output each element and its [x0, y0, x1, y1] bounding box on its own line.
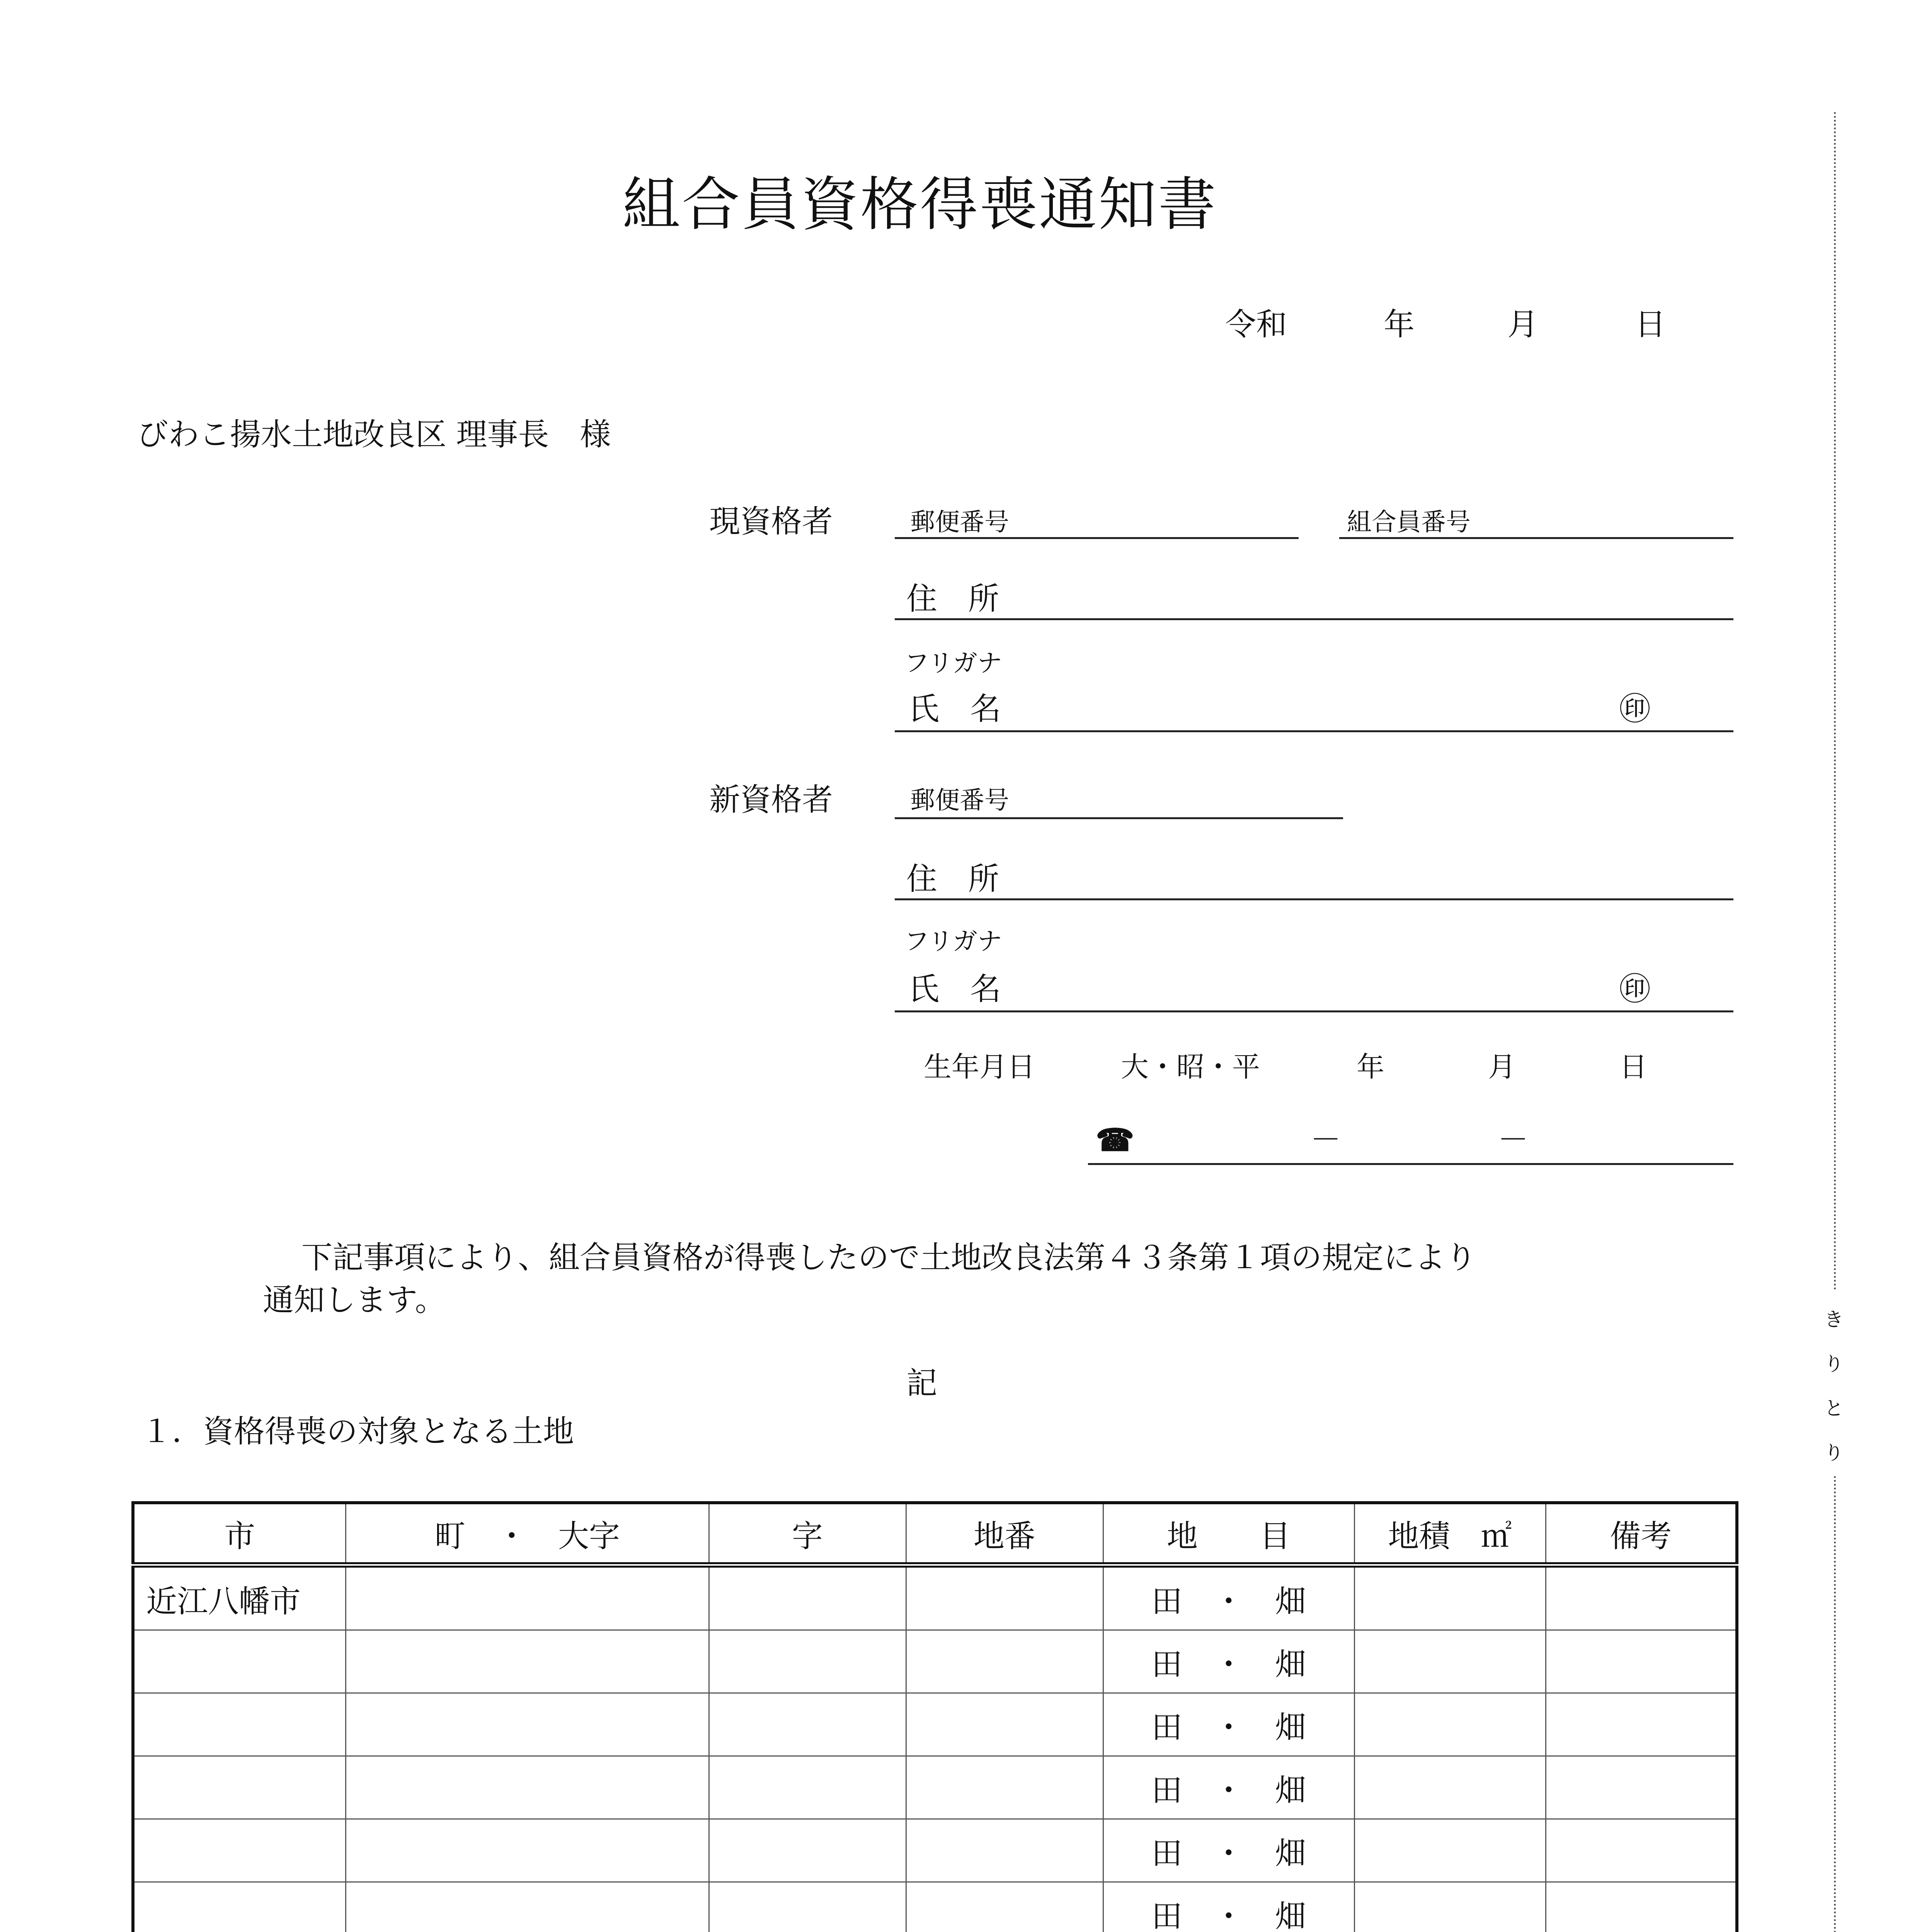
- new-seal-mark: ㊞: [1619, 971, 1650, 1007]
- cell-town[interactable]: [346, 1756, 709, 1819]
- cell-city[interactable]: [133, 1630, 346, 1693]
- cell-land-category[interactable]: 田 ・ 畑: [1103, 1756, 1354, 1819]
- date-day: 日: [1635, 306, 1666, 342]
- cell-city[interactable]: [133, 1693, 346, 1756]
- cell-lot-number[interactable]: [906, 1882, 1103, 1932]
- addressee: びわこ揚水土地改良区 理事長 様: [137, 417, 611, 452]
- cell-aza[interactable]: [709, 1882, 906, 1932]
- new-name-label: 氏 名: [908, 971, 1001, 1007]
- current-postal-field[interactable]: [895, 537, 1299, 539]
- table-row: [133, 1819, 1737, 1882]
- current-member-no-field[interactable]: [1339, 537, 1733, 539]
- cell-town[interactable]: [346, 1819, 709, 1882]
- table-row: [133, 1565, 1737, 1630]
- cell-lot-number[interactable]: [906, 1630, 1103, 1693]
- new-address-field[interactable]: [895, 898, 1733, 900]
- birth-day-label: 日: [1619, 1051, 1648, 1083]
- cell-aza[interactable]: [709, 1819, 906, 1882]
- cell-remarks[interactable]: [1546, 1819, 1737, 1882]
- telephone-icon: ☎: [1096, 1122, 1134, 1158]
- cell-area[interactable]: [1354, 1882, 1546, 1932]
- current-name-label: 氏 名: [908, 691, 1001, 727]
- header-aza: 字: [709, 1503, 906, 1565]
- header-area: 地積 ㎡: [1354, 1503, 1546, 1565]
- cell-city[interactable]: 近江八幡市: [133, 1565, 346, 1630]
- birth-month-label: 月: [1488, 1051, 1516, 1083]
- section-1-heading: １．資格得喪の対象となる土地: [141, 1413, 574, 1449]
- table-row: [133, 1756, 1737, 1819]
- cell-town[interactable]: [346, 1882, 709, 1932]
- new-holder-label: 新資格者: [709, 782, 833, 818]
- cell-town[interactable]: [346, 1565, 709, 1630]
- cell-area[interactable]: [1354, 1693, 1546, 1756]
- birthdate-label: 生年月日: [924, 1051, 1035, 1083]
- new-furigana-label: フリガナ: [904, 927, 1002, 956]
- land-table: [131, 1501, 1738, 1932]
- cell-remarks[interactable]: [1546, 1693, 1737, 1756]
- cut-text-char: り: [1824, 1353, 1844, 1375]
- header-remarks: 備考: [1546, 1503, 1737, 1565]
- cell-lot-number[interactable]: [906, 1693, 1103, 1756]
- cell-area[interactable]: [1354, 1630, 1546, 1693]
- cell-land-category[interactable]: 田 ・ 畑: [1103, 1630, 1354, 1693]
- cell-area[interactable]: [1354, 1565, 1546, 1630]
- header-town: 町 ・ 大字: [346, 1503, 709, 1565]
- cut-text-char: と: [1824, 1397, 1844, 1420]
- current-name-field[interactable]: [895, 730, 1733, 732]
- document-title: 組合員資格得喪通知書: [622, 171, 1218, 238]
- current-address-label: 住 所: [906, 581, 999, 617]
- telephone-field[interactable]: [1088, 1163, 1733, 1165]
- cut-line-lower: [1834, 1476, 1836, 1932]
- cell-lot-number[interactable]: [906, 1565, 1103, 1630]
- header-land-category: 地 目: [1103, 1503, 1354, 1565]
- current-furigana-label: フリガナ: [904, 649, 1002, 678]
- cut-line-upper: [1834, 112, 1836, 1291]
- table-row: [133, 1693, 1737, 1756]
- cell-remarks[interactable]: [1546, 1630, 1737, 1693]
- current-postal-label: 郵便番号: [910, 508, 1009, 537]
- header-city: 市: [133, 1503, 346, 1565]
- cell-land-category[interactable]: 田 ・ 畑: [1103, 1882, 1354, 1932]
- ki-heading: 記: [906, 1365, 937, 1401]
- cell-remarks[interactable]: [1546, 1565, 1737, 1630]
- cell-land-category[interactable]: 田 ・ 畑: [1103, 1693, 1354, 1756]
- land-table-header-row: [133, 1503, 1737, 1565]
- cell-aza[interactable]: [709, 1693, 906, 1756]
- date-era: 令和: [1225, 306, 1287, 342]
- table-row: [133, 1630, 1737, 1693]
- cell-city[interactable]: [133, 1819, 346, 1882]
- birth-year-label: 年: [1357, 1051, 1385, 1083]
- cell-area[interactable]: [1354, 1756, 1546, 1819]
- cell-aza[interactable]: [709, 1756, 906, 1819]
- date-year: 年: [1384, 306, 1415, 342]
- current-address-field[interactable]: [895, 618, 1733, 620]
- cell-lot-number[interactable]: [906, 1819, 1103, 1882]
- date-month: 月: [1507, 306, 1538, 342]
- cell-city[interactable]: [133, 1882, 346, 1932]
- table-row: [133, 1882, 1737, 1932]
- header-lot-number: 地番: [906, 1503, 1103, 1565]
- cell-aza[interactable]: [709, 1630, 906, 1693]
- cell-aza[interactable]: [709, 1565, 906, 1630]
- cell-town[interactable]: [346, 1630, 709, 1693]
- current-member-no-label: 組合員番号: [1347, 508, 1471, 537]
- new-address-label: 住 所: [906, 861, 999, 897]
- telephone-dash-2: －: [1498, 1122, 1529, 1158]
- cell-land-category[interactable]: 田 ・ 畑: [1103, 1565, 1354, 1630]
- cell-city[interactable]: [133, 1756, 346, 1819]
- body-text-line-2: 通知します。: [263, 1282, 446, 1318]
- new-name-field[interactable]: [895, 1010, 1733, 1012]
- new-postal-label: 郵便番号: [910, 786, 1009, 815]
- body-text-line-1: 下記事項により、組合員資格が得喪したので土地改良法第４３条第１項の規定により: [301, 1240, 1476, 1276]
- cell-town[interactable]: [346, 1693, 709, 1756]
- current-holder-label: 現資格者: [709, 503, 833, 539]
- cell-remarks[interactable]: [1546, 1756, 1737, 1819]
- cell-remarks[interactable]: [1546, 1882, 1737, 1932]
- current-seal-mark: ㊞: [1619, 691, 1650, 727]
- telephone-dash-1: －: [1310, 1122, 1341, 1158]
- birth-era-options[interactable]: 大・昭・平: [1121, 1051, 1260, 1083]
- cell-lot-number[interactable]: [906, 1756, 1103, 1819]
- cell-area[interactable]: [1354, 1819, 1546, 1882]
- cut-text-char: き: [1824, 1308, 1844, 1331]
- cell-land-category[interactable]: 田 ・ 畑: [1103, 1819, 1354, 1882]
- cut-text-char: り: [1824, 1442, 1844, 1464]
- new-postal-field[interactable]: [895, 817, 1343, 819]
